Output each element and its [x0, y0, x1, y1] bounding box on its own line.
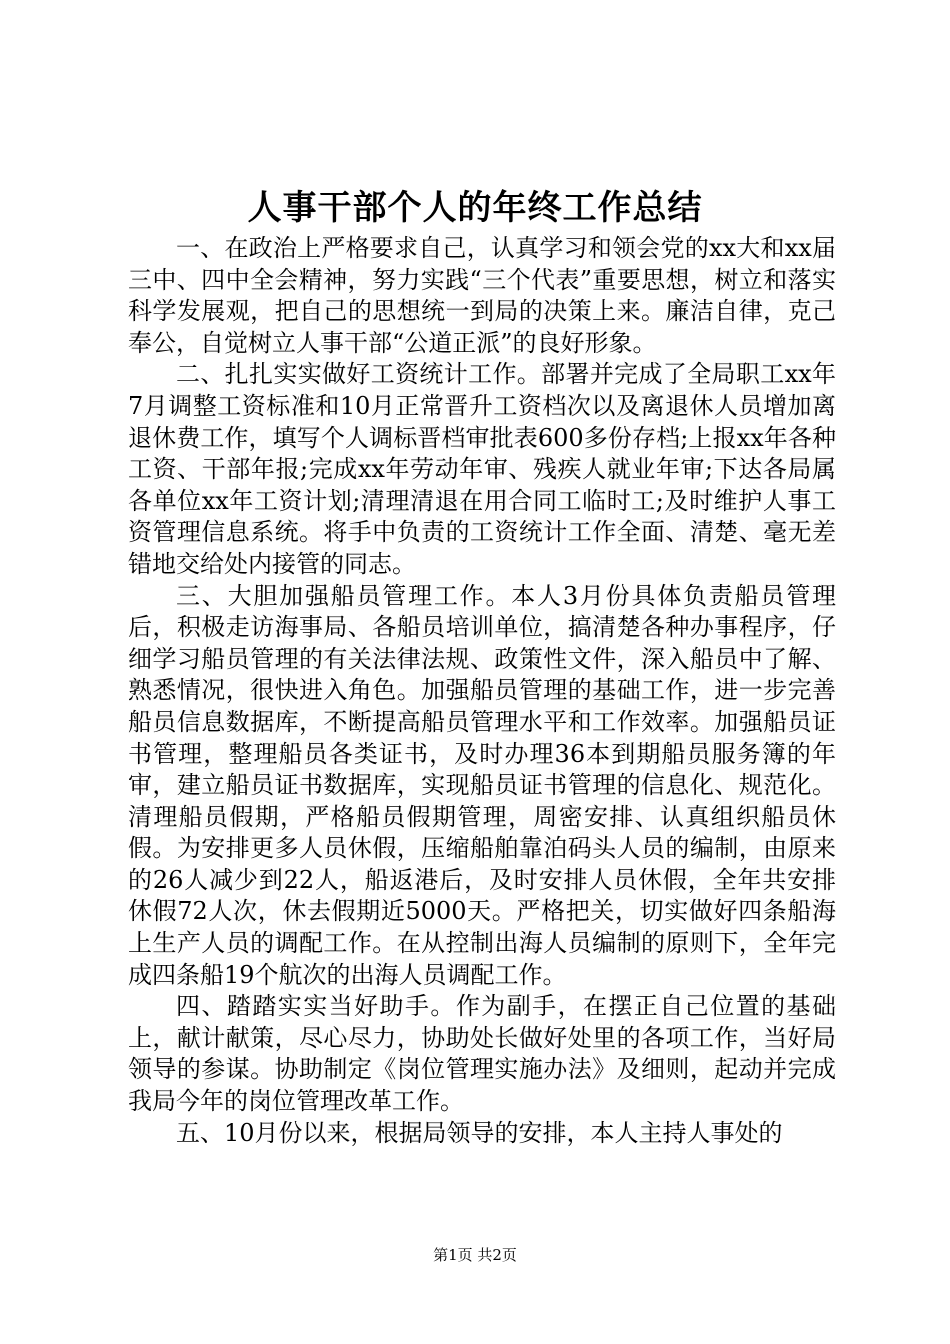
- paragraph-salary-statistics: 二、扎扎实实做好工资统计工作。部署并完成了全局职工xx年7月调整工资标准和10月正常晋升工资档次以及离退休人员增加离退休费工作，填写个人调标晋档审批表600多份存档;上报xx年各种工资、干部年报;完成xx年劳动年审、残疾人就业年审;下达各局属各单位xx年工资计划;清理清退在用合同工临时工;及时维护人事工资管理信息系统。将手中负责的工资统计工作全面、清楚、毫无差错地交给处内接管的同志。: [128, 360, 836, 578]
- document-body: [128, 233, 836, 1149]
- paragraph-since-october: 五、10月份以来，根据局领导的安排，本人主持人事处的: [176, 1118, 783, 1147]
- paragraph-political: 一、在政治上严格要求自己，认真学习和领会党的xx大和xx届三中、四中全会精神，努力实践“三个代表”重要思想，树立和落实科学发展观，把自己的思想统一到局的决策上来。廉洁自律，克己奉公，自觉树立人事干部“公道正派”的良好形象。: [128, 234, 836, 357]
- paragraph-crew-management: 三、大胆加强船员管理工作。本人3月份具体负责船员管理后，积极走访海事局、各船员培训单位，搞清楚各种办事程序，仔细学习船员管理的有关法律法规、政策性文件，深入船员中了解、熟悉情况，很快进入角色。加强船员管理的基础工作，进一步完善船员信息数据库，不断提高船员管理水平和工作效率。加强船员证书管理，整理船员各类证书，及时办理36本到期船员服务簿的年审，建立船员证书数据库，实现船员证书管理的信息化、规范化。清理船员假期，严格船员假期管理，周密安排、认真组织船员休假。为安排更多人员休假，压缩船舶靠泊码头人员的编制，由原来的26人减少到22人，船返港后，及时安排人员休假，全年共安排休假72人次，休去假期近5000天。严格把关，切实做好四条船海上生产人员的调配工作。在从控制出海人员编制的原则下，全年完成四条船19个航次的出海人员调配工作。: [128, 581, 836, 989]
- paragraph-assistant-role: 四、踏踏实实当好助手。作为副手，在摆正自己位置的基础上，献计献策，尽心尽力，协助处长做好处里的各项工作，当好局领导的参谋。协助制定《岗位管理实施办法》及细则，起动并完成我局今年的岗位管理改革工作。: [128, 992, 836, 1116]
- page-footer: 第1页 共2页: [433, 1246, 517, 1264]
- document-title: 人事干部个人的年终工作总结: [247, 188, 703, 228]
